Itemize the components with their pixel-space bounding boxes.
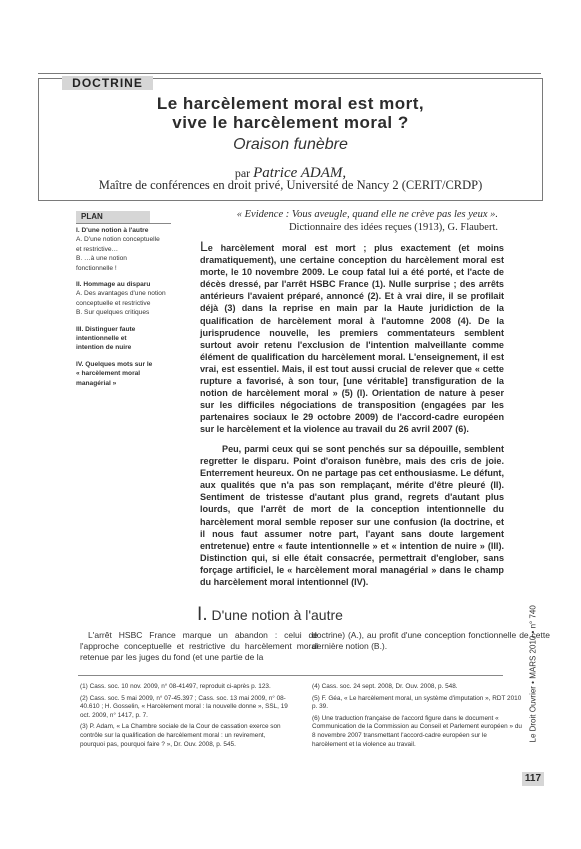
section-number: I.: [197, 604, 208, 625]
author-name: Patrice ADAM,: [253, 165, 347, 181]
plan-item: IV. Quelques mots sur le « harcèlement moral managérial »: [76, 360, 153, 387]
footnote: (2) Cass. soc. 5 mai 2009, n° 07-45.397 ; Cass. soc. 13 mai 2009, n° 08-40.610 ; H. Gosselin, « Harcèlement moral : la nouvelle donne », SSL, 19 oct. 2009, n° 1417, p. 7.: [80, 694, 288, 719]
drop-initial: L: [200, 238, 208, 254]
plan-spacer: [76, 273, 186, 280]
plan-heading: PLAN: [76, 211, 150, 223]
article-title-line2: vive le harcèlement moral ?: [172, 113, 409, 132]
section-label: DOCTRINE: [62, 76, 153, 90]
paragraph-1-text: e harcèlement moral est mort ; plus exactement (et moins dramatiquement), une certaine conception du harcèlement moral est morte, le 10 novembre 2009. Le coup fatal lui a été porté, et l'acte de décès dressé, par l'arrêt HSBC France (1). Nulle surprise ; des arrêts antérieurs l'avaient préparé, annoncé (2). Et à vrai dire, il se profilait déjà (3) dans la reprise en main par la Haute juridiction de la qualification de harcèlement moral à l'automne 2008 (4). De la jurisprudence nouvelle, les premiers commentateurs semblent surtout avoir retenu l'exclusion de l'intention malveillante comme élément de qualification du harcèlement moral. L'enseignement, il est vrai, est essentiel. Mais, il est tout aussi crucial de relever que « cette rupture a favorisé, à son tour, [une véritable] transfiguration de la notion de harcèlement moral » (5) (I). Orientation de nature à peser sur les difficiles négociations de transposition (engagées par les partenaires sociaux le 29 octobre 2009) de l'accord-cadre européen sur le harcèlement et la violence au travail du 26 avril 2007 (6).: [200, 243, 504, 435]
epigraph: [200, 208, 498, 234]
plan-item: A. D'une notion conceptuelle et restrictive…: [76, 236, 160, 253]
article-subtitle: Oraison funèbre: [233, 136, 348, 153]
column-right: doctrine) (A.), au profit d'une conception fonctionnelle de cette dernière notion (B.).: [312, 630, 550, 652]
top-rule: [38, 73, 541, 74]
paragraph-2: Peu, parmi ceux qui se sont penchés sur sa dépouille, semblent regretter le disparu. Point d'oraison funèbre, mais des cris de joie. Enterrement heureux. On ne partage pas cet enthousiasme. Le défunt, aux qualités que n'a pas son remplaçant, mérite d'être pleuré (II). Sentiment de tristesse d'autant plus grand, regrets d'autant plus lourds, que l'arrêt de mort de la conception intentionnelle du harcèlement moral semble reposer sur une confusion (la doctrine, et il nous faut assumer notre part, l'ayant sans doute largement entretenue) entre « faute intentionnelle » et « intention de nuire » (III). Distinction qui, si elle était consacrée, permettrait d'englober, sans forçage artificiel, le « harcèlement moral managérial » dans le champ du harcèlement moral intentionnel (IV).: [200, 444, 504, 588]
epigraph-source: Dictionnaire des idées reçues (1913), G. Flaubert.: [288, 222, 498, 233]
plan-item: II. Hommage au disparu: [76, 281, 151, 289]
footnote: (3) P. Adam, « La Chambre sociale de la Cour de cassation exerce son contrôle sur la qualification de harcèlement moral : un revirement, pourquoi pas, pourquoi faire ? », Dr. Ouv. 2008, p. 545.: [80, 723, 281, 748]
plan-item: I. D'une notion à l'autre: [76, 227, 149, 234]
footnote: (5) F. Géa, « Le harcèlement moral, un système d'imputation », RDT 2010 p. 39.: [312, 694, 522, 711]
plan-item: A. Des avantages d'une notion conceptuelle et restrictive: [76, 290, 166, 307]
footnote: (6) Une traduction française de l'accord figure dans le document « Communication de la Commission au Conseil et Parlement européen » du 8 novembre 2007 transmettant l'accord-cadre européen sur le harcèlement et la violence au travail.: [312, 714, 522, 748]
plan-spacer: [76, 318, 186, 325]
footnote: (1) Cass. soc. 10 nov. 2009, n° 08-41497, reproduit ci-après p. 123.: [80, 683, 271, 690]
plan-spacer: [76, 353, 186, 360]
plan-list: [76, 226, 186, 388]
column-left: L'arrêt HSBC France marque un abandon : celui de l'approche conceptuelle et restrictive du harcèlement moral retenue par les juges du fond (et une partie de la: [80, 630, 318, 663]
journal-reference: Le Droit Ouvrier • MARS 2010 • n° 740: [528, 605, 538, 743]
plan-rule: [76, 223, 171, 224]
footnote-rule: [78, 675, 503, 676]
article-title-line1: Le harcèlement moral est mort,: [156, 94, 425, 113]
epigraph-quote: « Evidence : Vous aveugle, quand elle ne crève pas les yeux ».: [236, 209, 498, 220]
footnotes-right: [312, 683, 522, 752]
by-prefix: par: [234, 166, 251, 180]
plan-item: III. Distinguer faute intentionnelle et intention de nuire: [76, 325, 136, 352]
plan-item: B. …à une notion fonctionnelle !: [76, 255, 127, 272]
footnotes-left: [80, 683, 290, 752]
section-heading: [40, 604, 500, 626]
paragraph-1: [200, 240, 504, 436]
plan-item: B. Sur quelques critiques: [76, 309, 150, 317]
section-title: D'une notion à l'autre: [211, 607, 343, 623]
footnote: (4) Cass. soc. 24 sept. 2008, Dr. Ouv. 2008, p. 548.: [312, 683, 458, 690]
page-number: 117: [522, 772, 544, 786]
author-affiliation: Maître de conférences en droit privé, Université de Nancy 2 (CERIT/CRDP): [98, 178, 483, 192]
journal-side-label: [525, 605, 538, 750]
